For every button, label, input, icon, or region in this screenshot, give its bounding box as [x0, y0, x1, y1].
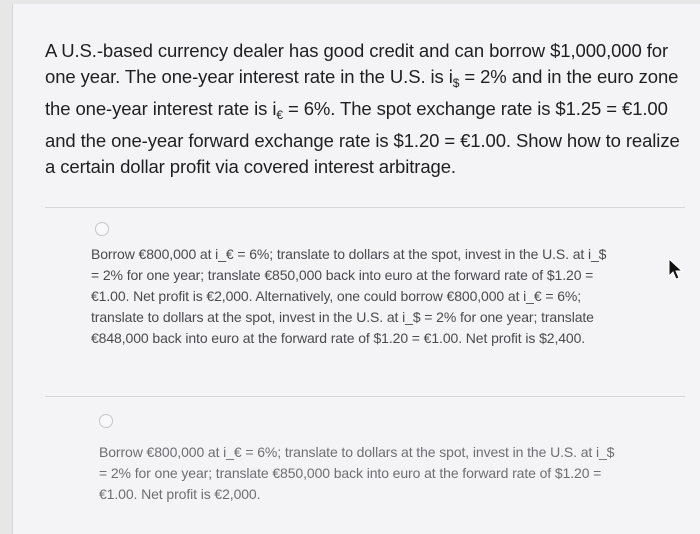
question-text [45, 38, 685, 180]
option-2-text: Borrow €800,000 at i_€ = 6%; translate to dollars at the spot, invest in the U.S. at i_$ = 2% for one year; translate €850,000 back into euro at the forward rate of $1.20 = €1.00. Net profit is €2,000. [99, 444, 615, 502]
usd-subscript: $ [452, 76, 460, 90]
option-1-text: Borrow €800,000 at i_€ = 6%; translate to dollars at the spot, invest in the U.S. at i_$ = 2% for one year; translate €850,000 back into euro at the forward rate of $1.20 = €1.00. Net profit is €2,000. Alternatively, one could borrow €800,000 at i_€ = 6%; translate to dollars at the spot, invest in the U.S. at i_$ = 2% for one year; translate €848,000 back into euro at the forward rate of $1.20 = €1.00. Net profit is $2,400. [91, 246, 607, 346]
divider-middle [45, 396, 685, 397]
answer-option-2[interactable] [99, 442, 619, 505]
question-text-end: = 6%. The spot exchange rate is $1.25 = €1.00 and the one-year forward exchange rate is $1.20 = €1.00. Show how to realize a certain dollar profit via covered interest arbitrage. [45, 98, 680, 177]
question-text-middle: = 2% and in the euro zone the one-year interest rate is i [45, 66, 679, 119]
mouse-cursor-icon [668, 258, 684, 280]
option-1-radio[interactable] [95, 222, 109, 236]
euro-subscript: € [276, 108, 283, 122]
question-prompt [45, 38, 685, 180]
question-card [12, 4, 700, 534]
answer-option-1[interactable] [91, 244, 611, 349]
question-text-start: A U.S.-based currency dealer has good credit and can borrow $1,000,000 for one year. The one-year interest rate in the U.S. is i [45, 40, 669, 87]
option-2-radio[interactable] [99, 414, 113, 428]
divider-top [45, 207, 685, 208]
